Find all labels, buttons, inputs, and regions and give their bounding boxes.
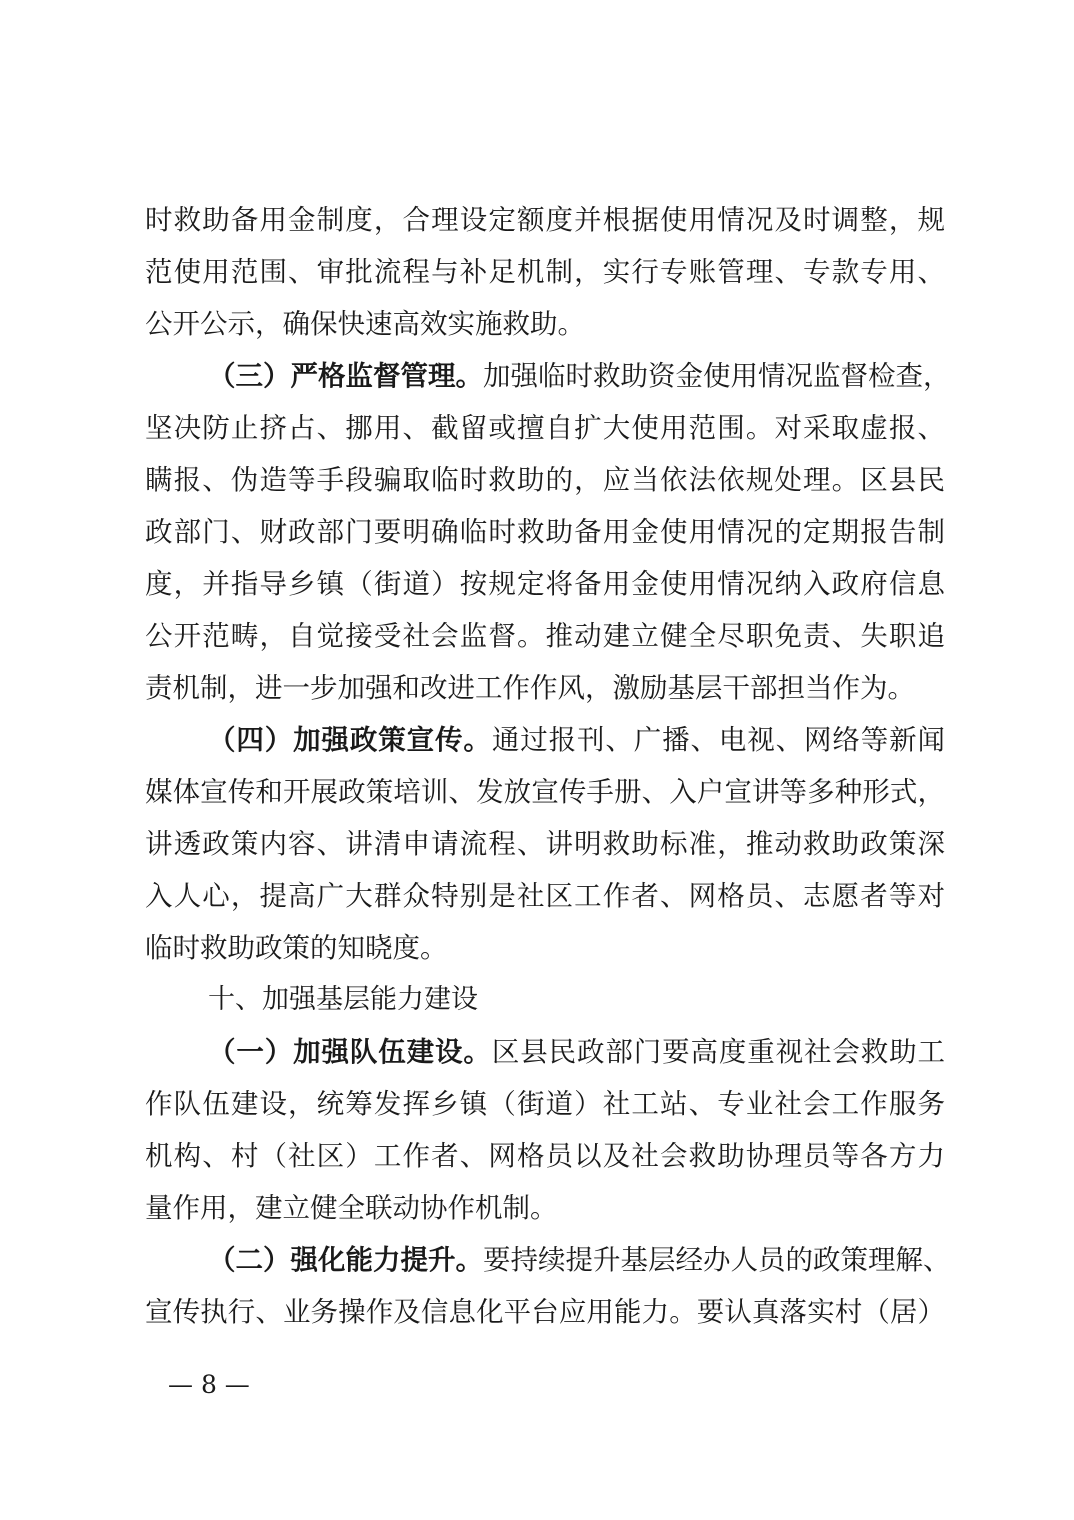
section-heading: 十、加强基层能力建设 xyxy=(208,984,478,1015)
paragraph-line: 作队伍建设，统筹发挥乡镇（街道）社工站、专业社会工作服务 xyxy=(145,1088,945,1120)
subsection-title: （四）加强政策宣传。 xyxy=(208,724,492,756)
paragraph-line: 范使用范围、审批流程与补足机制，实行专账管理、专款专用、 xyxy=(145,256,945,288)
page-number: — 8 — xyxy=(168,1370,250,1399)
subsection-title: （三）严格监督管理。 xyxy=(208,360,483,392)
paragraph-line: 讲透政策内容、讲清申请流程、讲明救助标准，推动救助政策深 xyxy=(145,828,945,860)
paragraph-line: 量作用，建立健全联动协作机制。 xyxy=(145,1192,558,1224)
paragraph-line: 时救助备用金制度，合理设定额度并根据使用情况及时调整，规 xyxy=(145,204,945,236)
paragraph-text: 加强临时救助资金使用情况监督检查， xyxy=(483,360,951,392)
paragraph-line: 公开范畴，自觉接受社会监督。推动建立健全尽职免责、失职追 xyxy=(145,620,945,652)
paragraph-line: 责机制，进一步加强和改进工作作风，激励基层干部担当作为。 xyxy=(145,672,915,704)
paragraph-line xyxy=(208,714,945,766)
paragraph-text: 区县民政部门要高度重视社会救助工 xyxy=(491,1036,946,1068)
paragraph-line: 媒体宣传和开展政策培训、发放宣传手册、入户宣讲等多种形式， xyxy=(145,776,945,808)
paragraph-line xyxy=(208,350,951,402)
paragraph-line xyxy=(208,1234,951,1286)
paragraph-text: 通过报刊、广播、电视、网络等新闻 xyxy=(491,724,946,756)
paragraph-line: 坚决防止挤占、挪用、截留或擅自扩大使用范围。对采取虚报、 xyxy=(145,412,945,444)
subsection-title: （二）强化能力提升。 xyxy=(208,1244,483,1276)
paragraph-line: 机构、村（社区）工作者、网格员以及社会救助协理员等各方力 xyxy=(145,1140,945,1172)
paragraph-line: 政部门、财政部门要明确临时救助备用金使用情况的定期报告制 xyxy=(145,516,945,548)
paragraph-line xyxy=(208,1026,945,1078)
paragraph-line: 度，并指导乡镇（街道）按规定将备用金使用情况纳入政府信息 xyxy=(145,568,945,600)
paragraph-text: 要持续提升基层经办人员的政策理解、 xyxy=(483,1244,951,1276)
paragraph-line: 宣传执行、业务操作及信息化平台应用能力。要认真落实村（居） xyxy=(145,1296,945,1328)
paragraph-line: 入人心，提高广大群众特别是社区工作者、网格员、志愿者等对 xyxy=(145,880,945,912)
paragraph-line: 临时救助政策的知晓度。 xyxy=(145,932,448,964)
subsection-title: （一）加强队伍建设。 xyxy=(208,1036,492,1068)
paragraph-line: 瞒报、伪造等手段骗取临时救助的，应当依法依规处理。区县民 xyxy=(145,464,945,496)
paragraph-line: 公开公示，确保快速高效实施救助。 xyxy=(145,308,585,340)
